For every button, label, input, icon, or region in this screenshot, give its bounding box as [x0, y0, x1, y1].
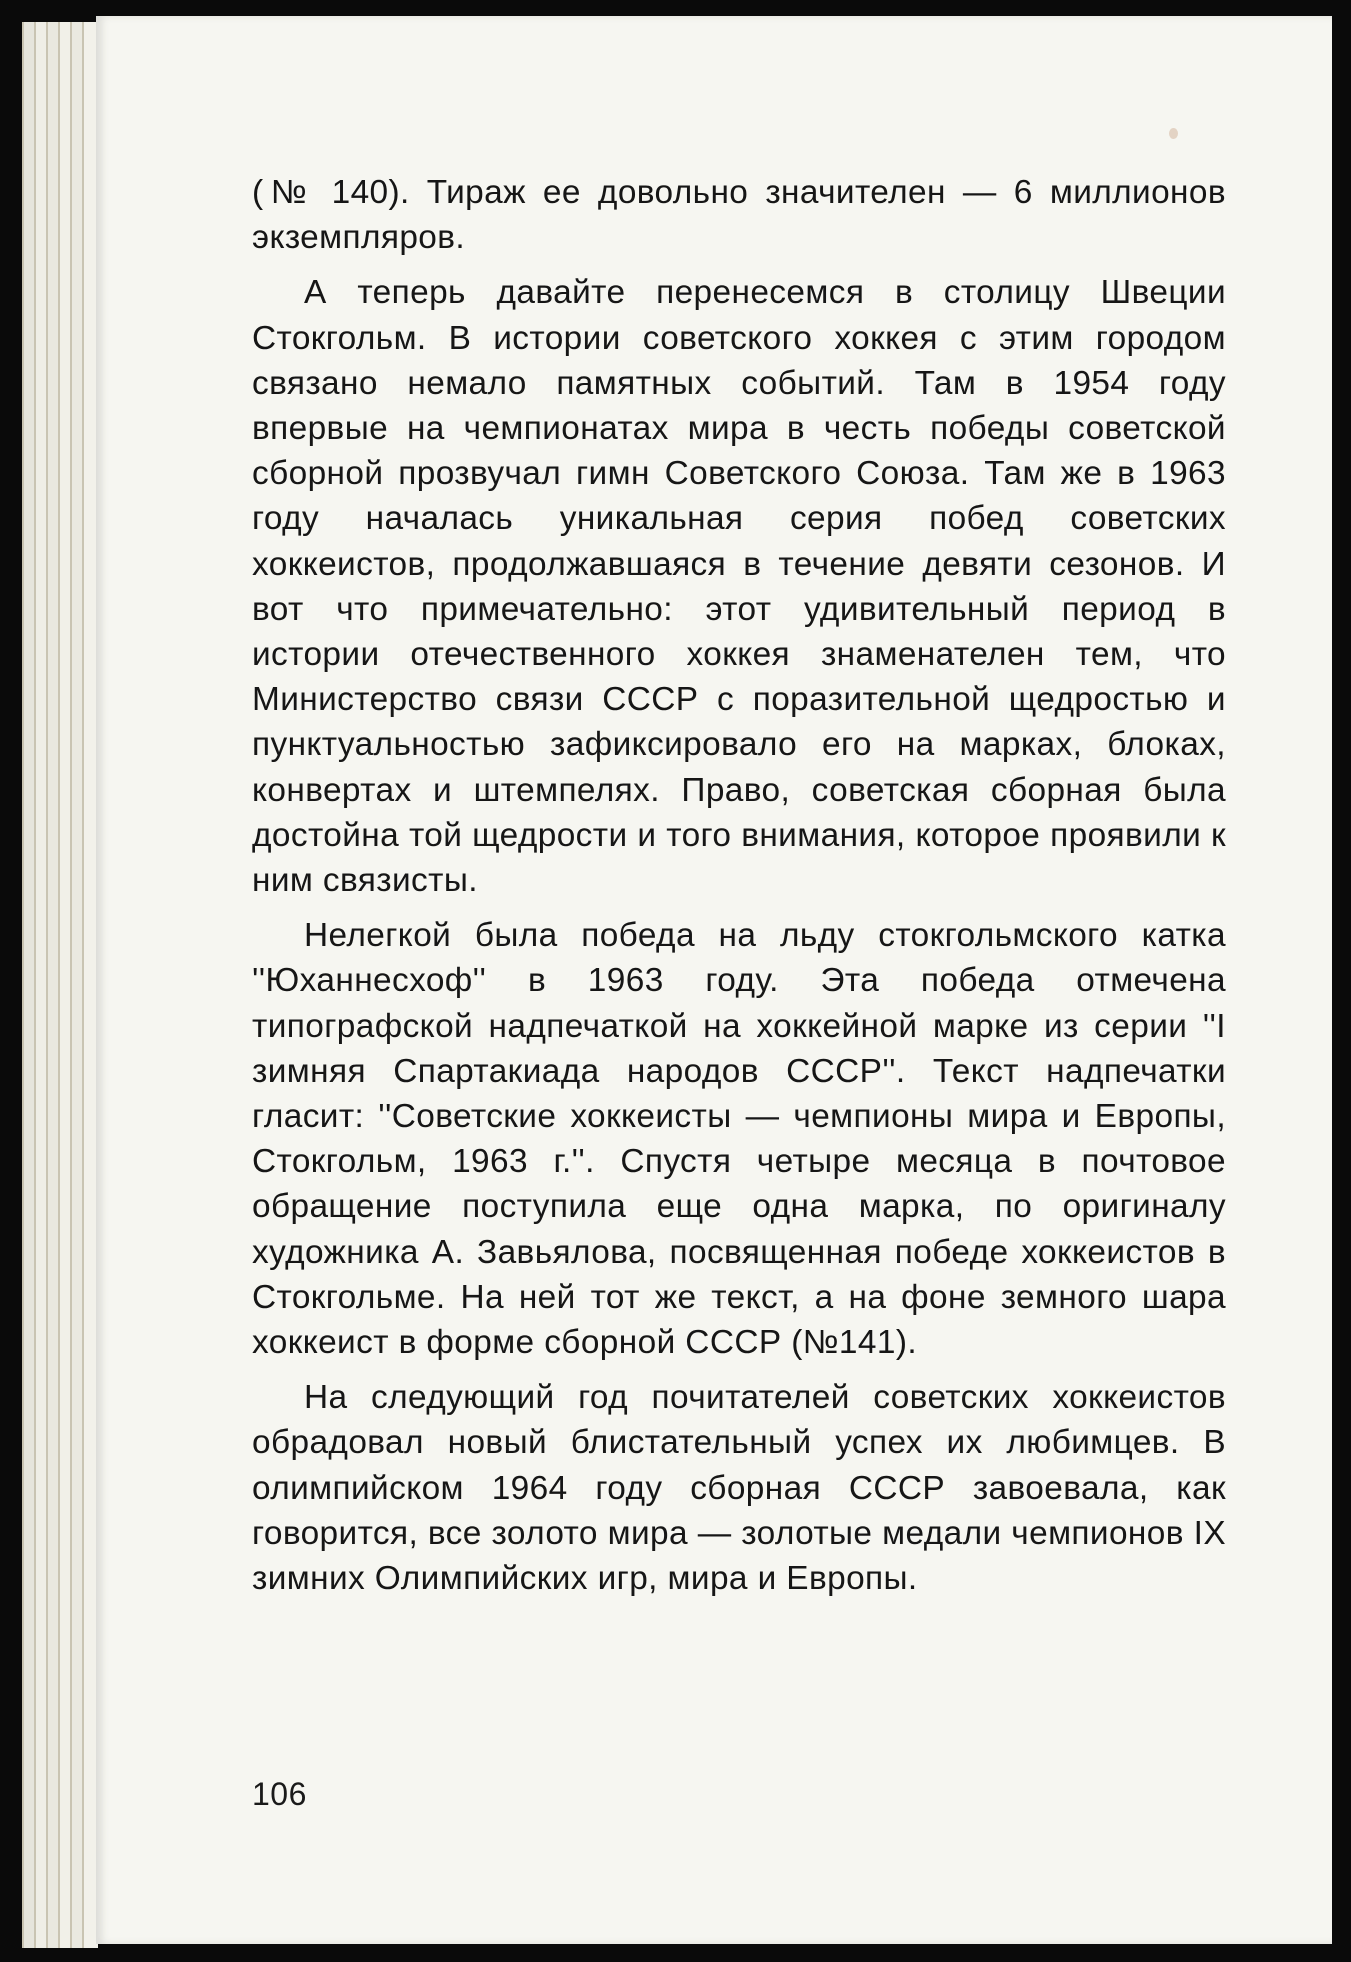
page-number: 106	[252, 1776, 307, 1812]
paragraph: (№ 140). Тираж ее довольно значителен — 6 миллионов экземпляров.	[252, 174, 1226, 257]
paper-speck	[1169, 128, 1178, 139]
paragraph: А теперь давайте перенесемся в столицу Швеции Стокгольм. В истории советского хоккея с этим городом связано немало памятных событий. Там в 1954 году впервые на чемпионатах мира в честь победы советской сборной прозвучал гимн Советского Союза. Там же в 1963 году началась уникальная серия побед советских хоккеистов, продолжавшаяся в течение девяти сезонов. И вот что примечательно: этот удивительный период в истории отечественного хоккея знаменателен тем, что Министерство связи СССР с поразительной щедростью и пунктуальностью зафиксировало его на марках, блоках, конвертах и штемпелях. Право, советская сборная была достойна той щедрости и того внимания, которое проявили к ним связисты.	[252, 274, 1226, 900]
paragraph: На следующий год почитателей советских хоккеистов обрадовал новый блистательный успех их любимцев. В олимпийском 1964 году сборная СССР завоевала, как говорится, все золото мира — золотые медали чемпионов IX зимних Олимпийских игр, мира и Европы.	[252, 1379, 1226, 1598]
page-body	[252, 170, 1226, 1611]
paragraph: Нелегкой была победа на льду стокгольмского катка ''Юханнесхоф'' в 1963 году. Эта победа отмечена типографской надпечаткой на хоккейной марке из серии ''I зимняя Спартакиада народов СССР''. Текст надпечатки гласит: ''Советские хоккеисты — чемпионы мира и Европы, Стокгольм, 1963 г.''. Спустя четыре месяца в почтовое обращение поступила еще одна марка, по оригиналу художника А. Завьялова, посвященная победе хоккеистов в Стокгольме. На ней тот же текст, а на фоне земного шара хоккеист в форме сборной СССР (№141).	[252, 917, 1226, 1362]
